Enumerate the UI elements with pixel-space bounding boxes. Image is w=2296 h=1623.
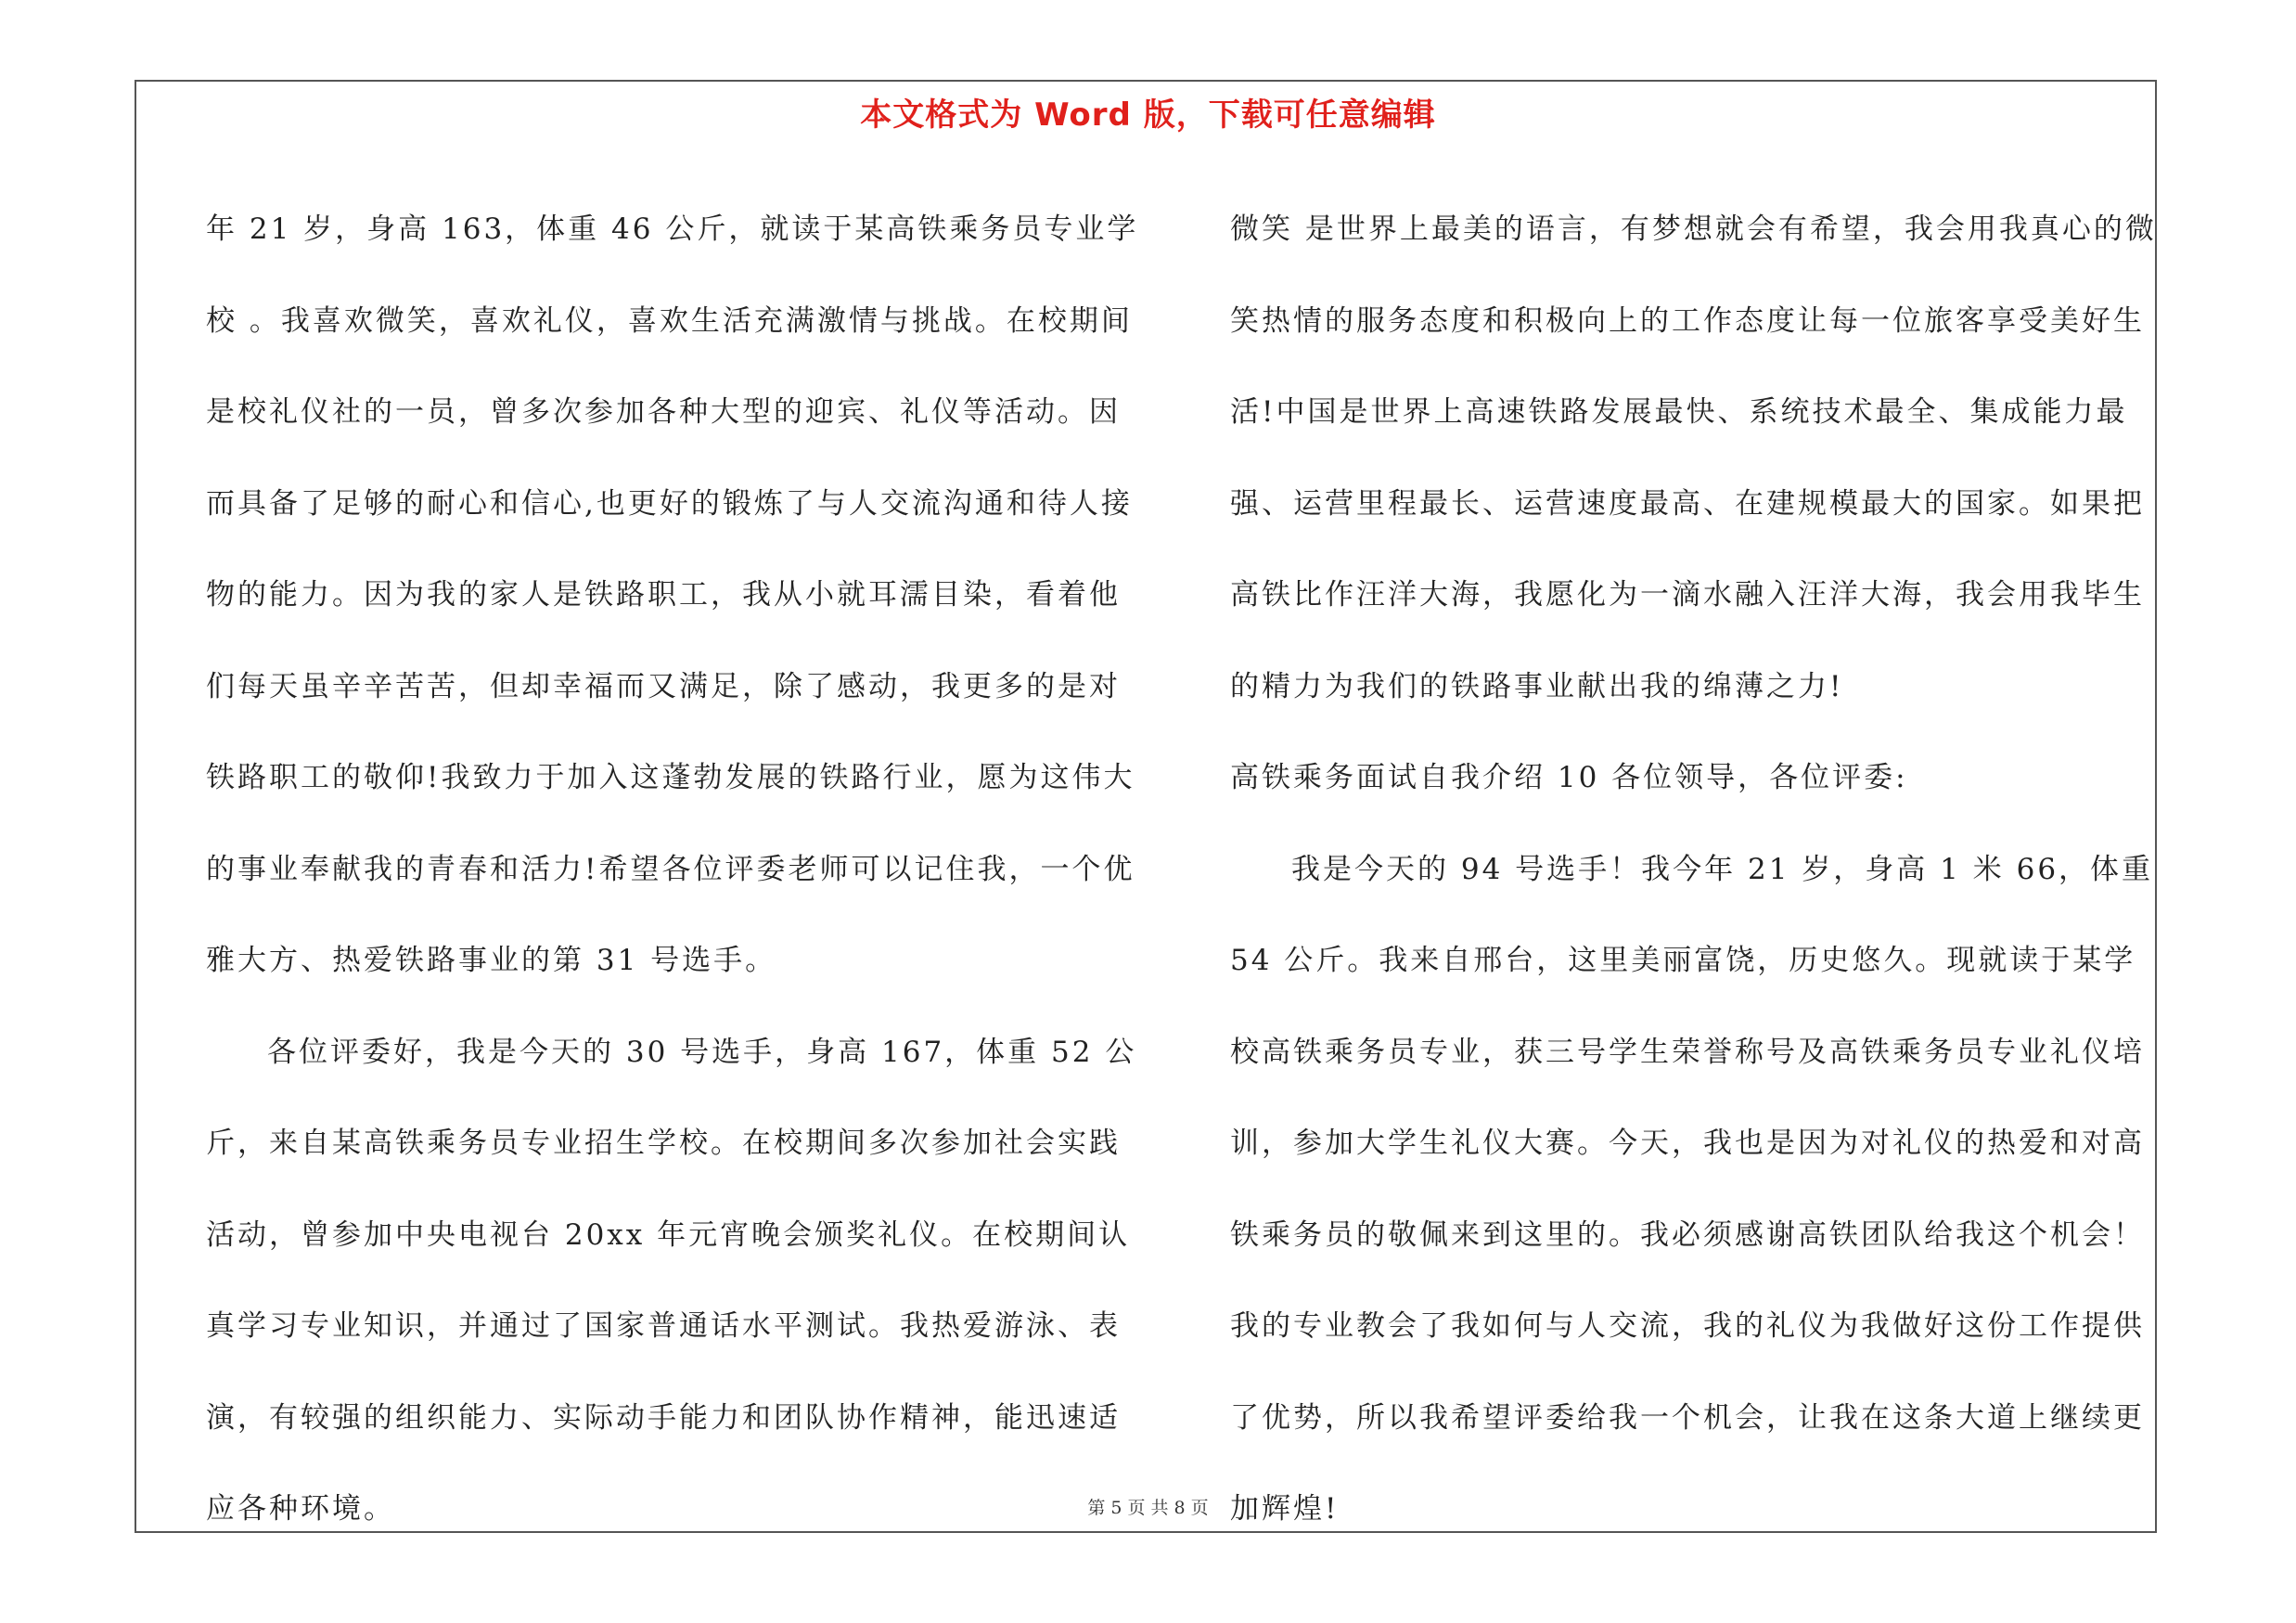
right-column bbox=[1230, 184, 2158, 1555]
left-paragraph-1: 年 21 岁，身高 163，体重 46 公斤，就读于某高铁乘务员专业学校 。我喜欢微笑，喜欢礼仪，喜欢生活充满激情与挑战。在校期间是校礼仪社的一员，曾多次参加各种大型的迎宾、礼仪等活动。因而具备了足够的耐心和信心,也更好的锻炼了与人交流沟通和待人接物的能力。因为我的家人是铁路职工，我从小就耳濡目染，看着他们每天虽辛辛苦苦，但却幸福而又满足，除了感动，我更多的是对铁路职工的敬仰!我致力于加入这蓬勃发展的铁路行业，愿为这伟大的事业奉献我的青春和活力!希望各位评委老师可以记住我，一个优雅大方、热爱铁路事业的第 31 号选手。 bbox=[206, 213, 1139, 977]
left-paragraph-2: 各位评委好，我是今天的 30 号选手，身高 167，体重 52 公斤，来自某高铁乘务员专业招生学校。在校期间多次参加社会实践活动，曾参加中央电视台 20xx 年元宵晚会颁奖礼仪。在校期间认真学习专业知识，并通过了国家普通话水平测试。我热爱游泳、表演，有较强的组织能力、实际动手能力和团队协作精神，能迅速适应各种环境。 bbox=[206, 1035, 1137, 1526]
right-paragraph-1: 微笑 是世界上最美的语言，有梦想就会有希望，我会用我真心的微笑热情的服务态度和积极向上的工作态度让每一位旅客享受美好生活!中国是世界上高速铁路发展最快、系统技术最全、集成能力最强、运营里程最长、运营速度最高、在建规模最大的国家。如果把高铁比作汪洋大海，我愿化为一滴水融入汪洋大海，我会用我毕生的精力为我们的铁路事业献出我的绵薄之力! bbox=[1230, 213, 2157, 703]
right-paragraph-3: 我是今天的 94 号选手！我今年 21 岁，身高 1 米 66，体重 54 公斤。我来自邢台，这里美丽富饶，历史悠久。现就读于某学校高铁乘务员专业，获三号学生荣誉称号及高铁乘务员专业礼仪培训，参加大学生礼仪大赛。今天，我也是因为对礼仪的热爱和对高铁乘务员的敬佩来到这里的。我必须感谢高铁团队给我这个机会！我的专业教会了我如何与人交流，我的礼仪为我做好这份工作提供了优势，所以我希望评委给我一个机会，让我在这条大道上继续更加辉煌! bbox=[1230, 852, 2154, 1526]
page-number-footer: 第 5 页 共 8 页 bbox=[1087, 1498, 1209, 1518]
header-banner: 本文格式为 Word 版，下载可任意编辑 bbox=[860, 97, 1436, 134]
right-paragraph-2: 高铁乘务面试自我介绍 10 各位领导，各位评委: bbox=[1230, 761, 1908, 794]
left-column bbox=[206, 184, 1143, 1555]
